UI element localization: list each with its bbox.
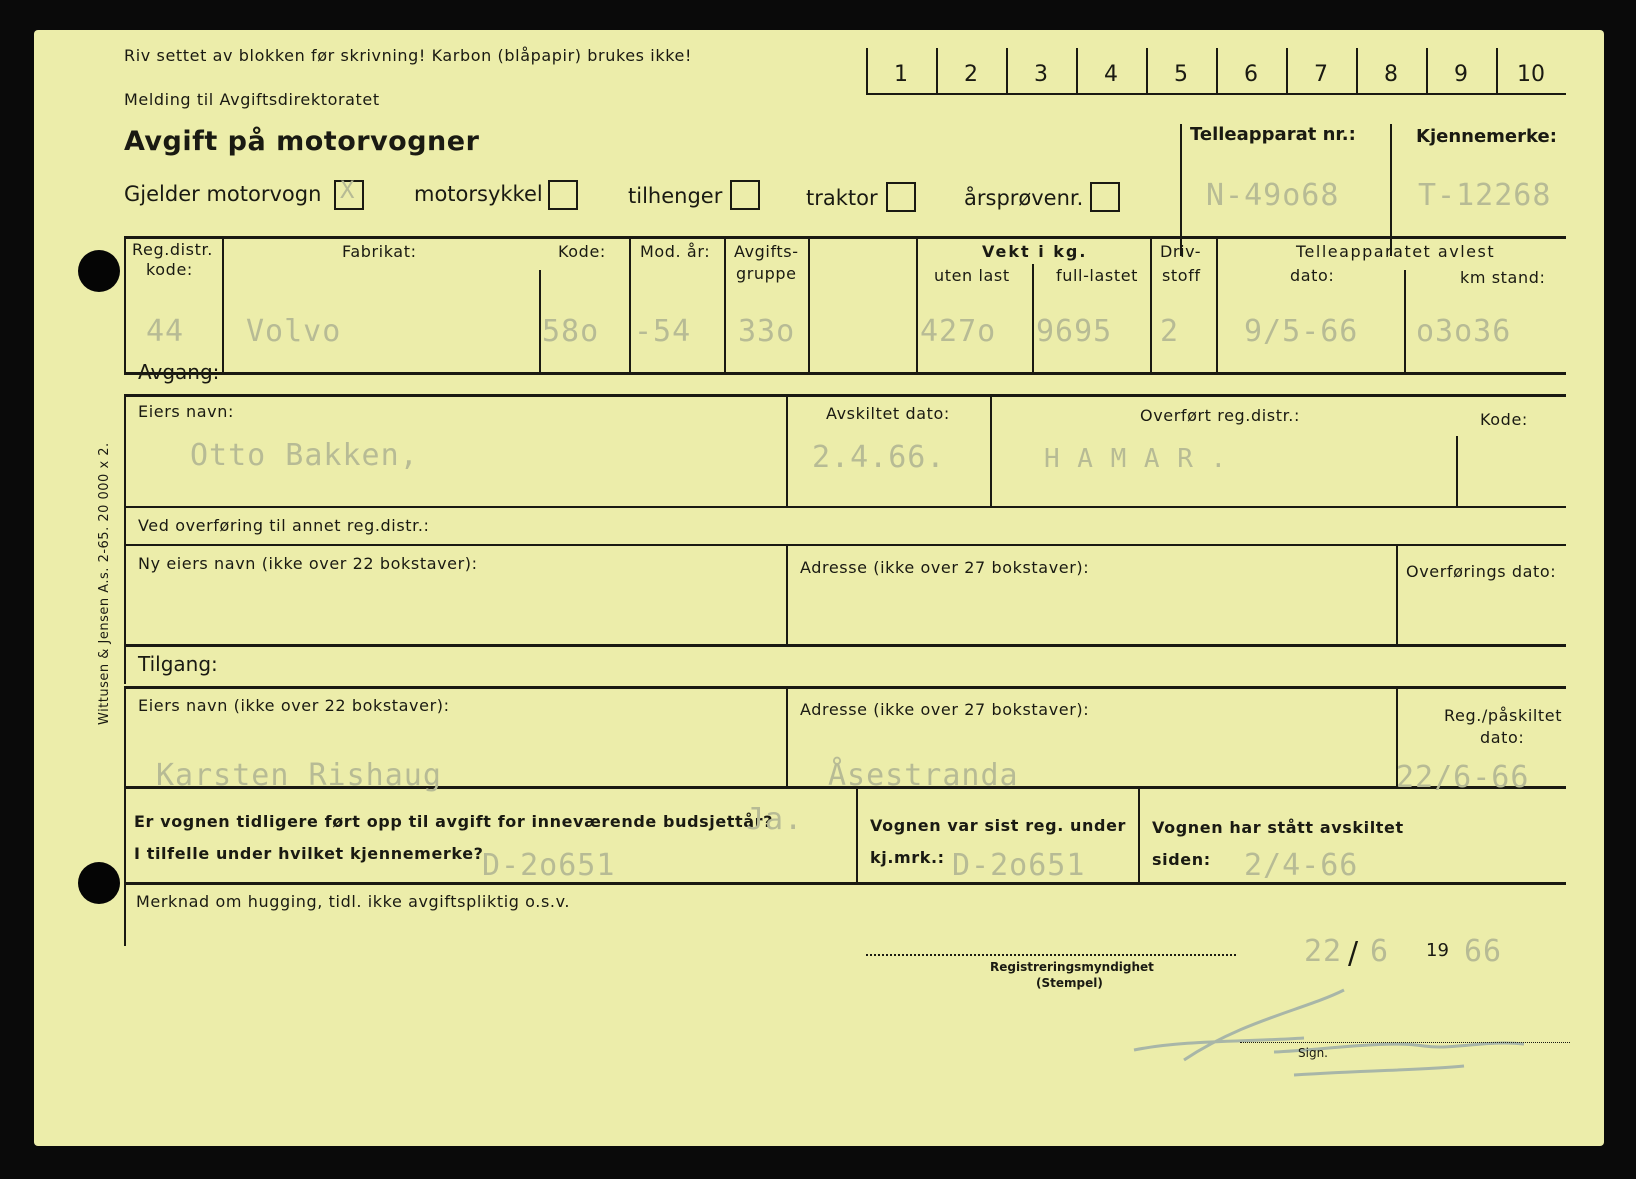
- sist-reg-label: Vognen var sist reg. under: [870, 816, 1127, 835]
- number-cell: 6: [1244, 62, 1258, 87]
- avlest-dato-value[interactable]: 9/5-66: [1244, 314, 1359, 349]
- kjennemerke-answer[interactable]: D-2o651: [482, 848, 616, 883]
- punch-hole: [78, 862, 120, 904]
- form-title: Avgift på motorvogner: [124, 126, 480, 157]
- number-cell: 4: [1104, 62, 1118, 87]
- merknad-label: Merknad om hugging, tidl. ikke avgiftspliktig o.s.v.: [136, 892, 571, 911]
- avgang-title: Avgang:: [138, 360, 220, 384]
- siden-label: siden:: [1152, 850, 1211, 869]
- tilgang-adresse-label: Adresse (ikke over 27 bokstaver):: [800, 700, 1090, 719]
- fabrikat-label: Fabrikat:: [342, 242, 417, 261]
- siden-value[interactable]: 2/4-66: [1244, 848, 1359, 883]
- vekt-label: Vekt i kg.: [982, 242, 1088, 261]
- drivstoff-value[interactable]: 2: [1160, 314, 1180, 349]
- avlest-label: Telleapparatet avlest: [1296, 242, 1496, 261]
- number-cell: 7: [1314, 62, 1328, 87]
- printer-text: Wittusen & Jensen A.s. 2-65. 20 000 x 2.: [97, 442, 112, 725]
- fabrikat-value[interactable]: Volvo: [246, 314, 342, 349]
- uten-last-value[interactable]: 427o: [920, 314, 997, 349]
- form-card: [34, 30, 1604, 1146]
- uten-last-label: uten last: [934, 266, 1010, 285]
- table-top-border: [124, 236, 1566, 239]
- ved-overforing-label: Ved overføring til annet reg.distr.:: [138, 516, 430, 535]
- reg-paskiltet-value[interactable]: 22/6-66: [1396, 760, 1530, 795]
- kode-value[interactable]: 58o: [542, 314, 600, 349]
- punch-hole: [78, 250, 120, 292]
- kode-label: Kode:: [558, 242, 606, 261]
- telleapparat-value[interactable]: N-49o68: [1206, 178, 1340, 213]
- kjennemerke-value[interactable]: T-12268: [1418, 178, 1552, 213]
- number-cell: 2: [964, 62, 978, 87]
- avgifts-label: Avgifts-: [734, 242, 799, 261]
- avlest-dato-label: dato:: [1290, 266, 1335, 285]
- number-cell: 9: [1454, 62, 1468, 87]
- kjmrk-value[interactable]: D-2o651: [952, 848, 1086, 883]
- date-day-value[interactable]: 22: [1304, 934, 1343, 969]
- date-year-value[interactable]: 66: [1464, 934, 1503, 969]
- vehicle-type-prefix: Gjelder motorvogn: [124, 182, 322, 206]
- avgang-kode-label: Kode:: [1480, 410, 1528, 429]
- full-lastet-value[interactable]: 9695: [1036, 314, 1113, 349]
- number-cell: 8: [1384, 62, 1398, 87]
- stamp-line: [866, 954, 1236, 956]
- number-cell: 1: [894, 62, 908, 87]
- motorvogn-checkbox[interactable]: X: [334, 180, 364, 210]
- ny-eier-label: Ny eiers navn (ikke over 22 bokstaver):: [138, 554, 478, 573]
- signature-drawing: [1124, 980, 1584, 1080]
- gruppe-label: gruppe: [736, 264, 797, 283]
- motorsykkel-label: motorsykkel: [414, 182, 543, 206]
- avgiftsgruppe-value[interactable]: 33o: [738, 314, 796, 349]
- overfort-label: Overført reg.distr.:: [1140, 406, 1300, 425]
- tilgang-title: Tilgang:: [138, 652, 218, 676]
- eiers-navn-value[interactable]: Otto Bakken,: [190, 438, 419, 473]
- sign-label: Sign.: [1298, 1046, 1328, 1060]
- recipient-text: Melding til Avgiftsdirektoratet: [124, 90, 380, 109]
- telleapparat-label: Telleapparat nr.:: [1190, 124, 1356, 145]
- reg-paskiltet-label: Reg./påskiltet: [1444, 706, 1563, 725]
- number-cell: 10: [1517, 62, 1545, 87]
- overforings-dato-label: Overførings dato:: [1406, 562, 1557, 581]
- sign-line: [1240, 1042, 1570, 1043]
- reg-kode-label: kode:: [146, 260, 193, 279]
- motorsykkel-checkbox[interactable]: [548, 180, 578, 210]
- kjennemerke-question: I tilfelle under hvilket kjennemerke?: [134, 844, 484, 863]
- budsjettar-question: Er vognen tidligere ført opp til avgift for inneværende budsjettår?: [134, 812, 774, 831]
- avskiltet-dato-label: Avskiltet dato:: [826, 404, 950, 423]
- number-cell: 5: [1174, 62, 1188, 87]
- avskiltet-siden-label: Vognen har stått avskiltet: [1152, 818, 1404, 837]
- stoff-label: stoff: [1162, 266, 1201, 285]
- eiers-navn-label: Eiers navn:: [138, 402, 234, 421]
- tilhenger-checkbox[interactable]: [730, 180, 760, 210]
- reg-paskiltet-dato-label: dato:: [1480, 728, 1525, 747]
- arsprovenr-label: årsprøvenr.: [964, 186, 1084, 210]
- tilgang-eiers-navn-value[interactable]: Karsten Rishaug: [156, 758, 442, 793]
- avskiltet-dato-value[interactable]: 2.4.66.: [812, 440, 946, 475]
- reg-distr-value[interactable]: 44: [146, 314, 185, 349]
- date-slash: /: [1348, 936, 1359, 971]
- traktor-label: traktor: [806, 186, 878, 210]
- traktor-checkbox[interactable]: [886, 182, 916, 212]
- budsjettar-answer[interactable]: Ja.: [746, 802, 804, 837]
- full-lastet-label: full-lastet: [1056, 266, 1139, 285]
- mod-ar-value[interactable]: -54: [634, 314, 692, 349]
- km-stand-value[interactable]: o3o36: [1416, 314, 1512, 349]
- tilgang-eiers-navn-label: Eiers navn (ikke over 22 bokstaver):: [138, 696, 450, 715]
- notice-text: Riv settet av blokken før skrivning! Karbon (blåpapir) brukes ikke!: [124, 46, 692, 65]
- number-cell: 3: [1034, 62, 1048, 87]
- arsprovenr-checkbox[interactable]: [1090, 182, 1120, 212]
- kjennemerke-label: Kjennemerke:: [1416, 126, 1557, 147]
- ny-adresse-label: Adresse (ikke over 27 bokstaver):: [800, 558, 1090, 577]
- km-stand-label: km stand:: [1460, 268, 1546, 287]
- overfort-value[interactable]: H A M A R .: [1044, 444, 1228, 474]
- authority-label: Registreringsmyndighet: [990, 960, 1154, 974]
- mod-ar-label: Mod. år:: [640, 242, 711, 261]
- kjmrk-label: kj.mrk.:: [870, 848, 945, 867]
- driv-label: Driv-: [1160, 242, 1202, 261]
- date-month-value[interactable]: 6: [1370, 934, 1390, 969]
- stempel-label: (Stempel): [1036, 976, 1103, 990]
- date-century: 19: [1426, 940, 1449, 961]
- tilhenger-label: tilhenger: [628, 184, 723, 208]
- tilgang-adresse-value[interactable]: Åsestranda: [828, 758, 1019, 793]
- reg-distr-label: Reg.distr.: [132, 240, 213, 259]
